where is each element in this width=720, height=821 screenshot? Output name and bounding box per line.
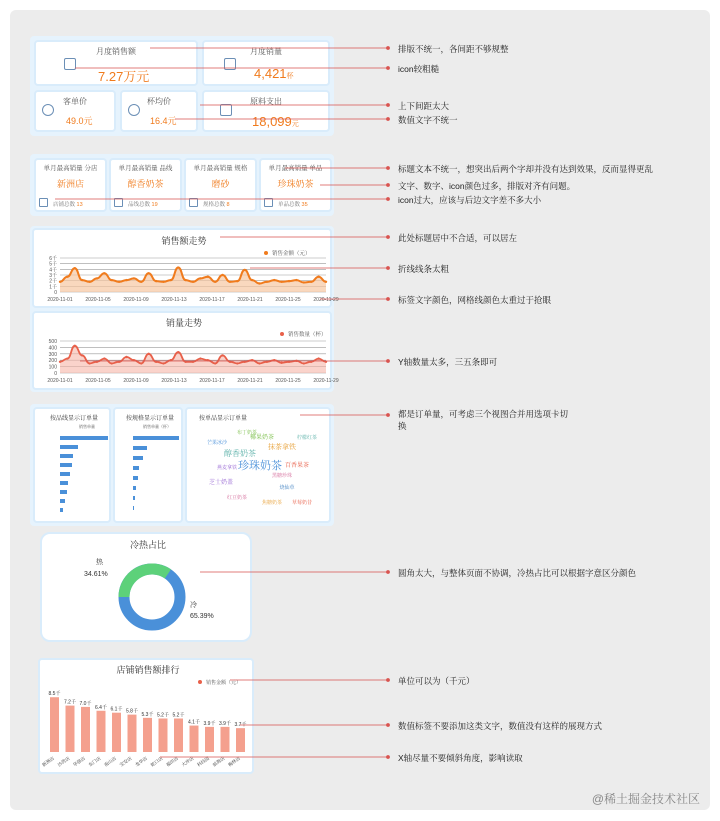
word-cloud-word: 燕麦拿铁 xyxy=(216,465,238,471)
annotation-text: 圆角太大，与整体页面不协调，冷热占比可以根据字意区分颜色 xyxy=(398,568,637,578)
kpi-value: 7.27万元 xyxy=(98,69,150,84)
y-tick-label: 6千 xyxy=(49,256,57,262)
highlight-sub-value: 19 xyxy=(151,202,158,208)
kpi-title: 原料支出 xyxy=(250,97,282,106)
chart-title: 按品线显示订单量 xyxy=(49,416,99,422)
x-tick-label: 2020-11-21 xyxy=(237,297,263,303)
kpi-title: 杯均价 xyxy=(147,97,171,106)
rank-store-label: 科技园 xyxy=(196,755,211,768)
highlight-name: 醇香奶茶 xyxy=(127,179,164,189)
annotation-text: 折线线条太粗 xyxy=(398,264,450,274)
rank-bar-label: 5.2千 xyxy=(172,712,185,719)
rank-store-label: 新洲店 xyxy=(41,755,56,768)
legend-label: 销售单量 xyxy=(79,424,95,429)
word-cloud-word: 珍珠奶茶 xyxy=(238,460,282,472)
y-tick-label: 200 xyxy=(48,358,57,365)
rank-store-label: 宝安店 xyxy=(118,755,133,768)
y-tick-label: 300 xyxy=(48,351,57,358)
word-cloud-word: 椰果奶茶 xyxy=(249,435,275,441)
y-tick-label: 0 xyxy=(54,290,57,296)
x-tick-label: 2020-11-17 xyxy=(199,297,225,303)
x-tick-label: 2020-11-25 xyxy=(275,297,301,303)
kpi-title: 月度销售额 xyxy=(96,47,136,56)
annotation-text: icon较粗糙 xyxy=(398,64,440,74)
y-tick-label: 0 xyxy=(54,371,57,377)
annotation-text: X轴尽量不要倾斜角度，影响读取 xyxy=(398,753,523,763)
y-tick-label: 400 xyxy=(48,345,57,352)
annotation-text: 文字、数字、icon颜色过多，排版对齐有问题。 xyxy=(398,181,576,191)
y-tick-label: 500 xyxy=(48,339,57,345)
rank-bar-label: 5.8千 xyxy=(126,708,138,715)
x-tick-label: 2020-11-01 xyxy=(47,297,73,303)
rank-store-label: 华强店 xyxy=(72,755,87,768)
rank-bar-label: 3.9千 xyxy=(219,720,231,727)
annotation-text: 上下间距太大 xyxy=(398,101,450,111)
rank-store-label: 南山店 xyxy=(103,755,118,768)
rank-store-label: 蛇口店 xyxy=(149,755,164,768)
donut-label-cold: 冷 xyxy=(190,602,197,609)
word-cloud-word: 焦糖奶茶 xyxy=(261,500,283,506)
x-tick-label: 2020-11-25 xyxy=(275,378,301,384)
highlight-title: 单月最高销量 分店 xyxy=(43,165,98,172)
rank-bar-label: 5.3千 xyxy=(141,711,154,718)
kpi-value: 49.0元 xyxy=(66,116,93,126)
rank-bar-label: 3.7千 xyxy=(234,722,247,729)
word-cloud-word: 醇香奶茶 xyxy=(224,449,256,458)
highlight-sub-value: 13 xyxy=(76,202,83,208)
word-cloud-word: 芒果冰沙 xyxy=(206,440,228,446)
x-tick-label: 2020-11-09 xyxy=(123,297,149,303)
annotation-text: 标题文本不统一，想突出后两个字却并没有达到效果，反而显得更乱 xyxy=(398,164,654,174)
x-tick-label: 2020-11-05 xyxy=(85,378,111,384)
word-cloud-word: 烧仙草 xyxy=(279,485,295,491)
y-tick-label: 4千 xyxy=(49,267,57,274)
word-cloud-word: 芝士奶盖 xyxy=(208,480,234,486)
highlight-sub-value: 35 xyxy=(301,202,308,208)
rank-bar-label: 8.5千 xyxy=(48,691,61,698)
rank-store-label: 前海店 xyxy=(211,755,226,768)
annotation-text: Y轴数量太多，三五条即可 xyxy=(398,357,498,367)
word-cloud-word: 布丁奶茶 xyxy=(236,430,258,436)
chart-title: 店铺销售额排行 xyxy=(116,665,180,675)
x-tick-label: 2020-11-29 xyxy=(313,297,339,303)
highlight-sub-label: 品线总数 xyxy=(128,202,151,208)
legend-label: 销售金额（元） xyxy=(206,680,242,686)
rank-store-label: 沙湾店 xyxy=(56,755,71,768)
x-tick-label: 2020-11-29 xyxy=(313,378,339,384)
x-tick-label: 2020-11-05 xyxy=(85,297,111,303)
rank-store-label: 龙华店 xyxy=(134,755,149,768)
x-tick-label: 2020-11-01 xyxy=(47,378,73,384)
watermark: @稀土掘金技术社区 xyxy=(591,792,700,806)
highlight-sub-label: 单品总数 xyxy=(278,202,301,208)
rank-bar-label: 3.9千 xyxy=(203,720,216,727)
kpi-value: 4,421 xyxy=(254,66,287,81)
highlight-name: 珍珠奶茶 xyxy=(277,179,314,189)
highlight-sub-label: 店铺总数 xyxy=(53,202,76,208)
legend-label: 销售金额（元） xyxy=(272,251,311,257)
rank-bar-label: 7.2千 xyxy=(64,699,76,706)
annotation-text: 排版不统一，各间距不够规整 xyxy=(398,44,509,54)
annotation-text: icon过大，应该与后边文字差不多大小 xyxy=(398,195,542,205)
x-tick-label: 2020-11-09 xyxy=(123,378,149,384)
word-cloud-word: 抹茶拿铁 xyxy=(268,444,296,451)
x-tick-label: 2020-11-21 xyxy=(237,378,263,384)
x-tick-label: 2020-11-17 xyxy=(199,378,225,384)
rank-bar-label: 6.1千 xyxy=(110,706,123,713)
kpi-value: 16.4元 xyxy=(150,116,177,126)
rank-bar-label: 6.4千 xyxy=(95,704,107,711)
highlight-sub-label: 规格总数 xyxy=(203,202,226,208)
y-tick-label: 1千 xyxy=(49,284,57,291)
y-tick-label: 3千 xyxy=(49,273,57,279)
x-tick-label: 2020-11-13 xyxy=(161,297,187,303)
annotation-text: 数值文字不统一 xyxy=(398,115,458,125)
chart-title: 按规格显示订单量 xyxy=(125,416,175,422)
chart-title: 冷热占比 xyxy=(129,540,167,550)
kpi-unit: 元 xyxy=(291,121,299,128)
rank-store-label: 东门店 xyxy=(87,755,102,768)
annotation-text: 都是订单量，可考虑三个视图合并用选项卡切换 xyxy=(398,409,569,431)
annotation-text: 标签文字颜色，网格线颜色太重过于抢眼 xyxy=(398,295,552,305)
highlight-name: 新洲店 xyxy=(56,179,84,189)
highlight-name: 磨砂 xyxy=(211,179,230,189)
word-cloud-word: 黑糖珍珠 xyxy=(271,473,293,479)
highlight-title: 单月最高销量 规格 xyxy=(193,165,248,172)
y-tick-label: 2千 xyxy=(49,278,57,285)
highlight-title: 单月最高销量 单品 xyxy=(268,165,323,172)
highlight-title: 单月最高销量 品线 xyxy=(118,165,173,172)
kpi-unit: 杯 xyxy=(286,73,294,80)
rank-store-label: 大冲店 xyxy=(180,755,195,768)
x-tick-label: 2020-11-13 xyxy=(161,378,187,384)
word-cloud-word: 百香果茶 xyxy=(284,463,310,469)
annotation-text: 单位可以为（千元） xyxy=(398,676,475,686)
donut-label-hot: 热 xyxy=(96,559,103,566)
word-cloud-word: 草莓奶昔 xyxy=(291,500,313,506)
chart-title: 按单品显示订单量 xyxy=(198,416,248,422)
legend-label: 销售数量（杯） xyxy=(288,332,327,338)
annotation-text: 此处标题居中不合适，可以居左 xyxy=(398,233,518,243)
word-cloud-word: 红豆奶茶 xyxy=(226,495,248,501)
kpi-title: 客单价 xyxy=(63,97,87,106)
word-cloud-word: 柠檬红茶 xyxy=(296,435,318,441)
kpi-title: 月度销量 xyxy=(250,47,282,56)
rank-bar-label: 4.1千 xyxy=(188,719,200,726)
rank-bar-label: 7.0千 xyxy=(79,700,92,707)
kpi-value: 18,099 xyxy=(252,114,292,129)
donut-value-hot: 34.61% xyxy=(84,571,108,578)
y-tick-label: 5千 xyxy=(49,261,57,268)
chart-title: 销量走势 xyxy=(165,318,203,328)
rank-store-label: 福田店 xyxy=(165,755,180,768)
rank-store-label: 梅林店 xyxy=(227,755,242,768)
annotation-text: 数值标签不要添加这类文字，数值没有这样的展现方式 xyxy=(398,721,603,731)
donut-value-cold: 65.39% xyxy=(190,613,214,620)
rank-bar-label: 5.2千 xyxy=(157,712,169,719)
highlight-sub-value: 8 xyxy=(226,202,230,208)
legend-label: 销售单量（杯） xyxy=(143,424,171,429)
y-tick-label: 100 xyxy=(48,364,57,371)
chart-title: 销售额走势 xyxy=(161,236,207,246)
